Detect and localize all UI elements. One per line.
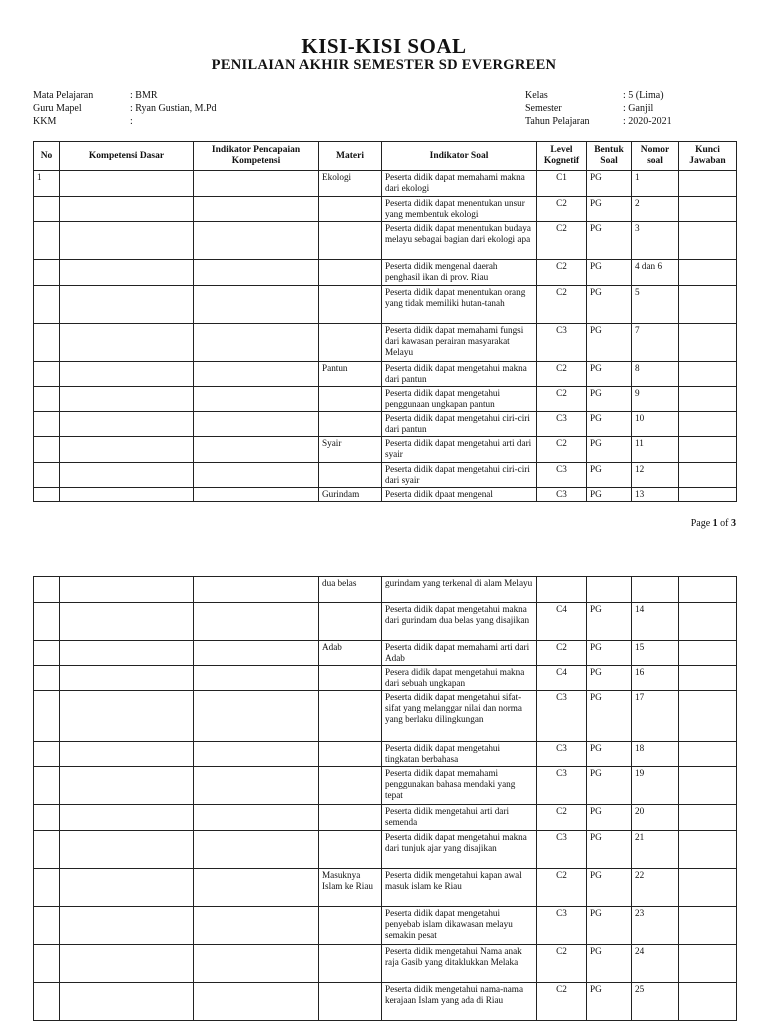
cell-kompetensi-dasar: [60, 222, 194, 260]
cell-no: [34, 983, 60, 1021]
cell-no: [34, 831, 60, 869]
cell-indikator-soal: Pesera didik dapat mengetahui makna dari sebuah ungkapan: [382, 666, 537, 691]
cell-indikator-soal: Peserta didik dapat mengetahui penyebab islam dikawasan melayu semakin pesat: [382, 907, 537, 945]
page-of: of: [720, 518, 729, 529]
cell-indikator-soal: Peserta didik dapat mengetahui sifat-sifat yang melanggar nilai dan norma yang berlaku dilingkungan: [382, 691, 537, 742]
cell-no: [34, 412, 60, 437]
cell-no: 1: [34, 171, 60, 197]
table-row: [34, 742, 737, 767]
cell-indikator-soal: Peserta didik dapat mengetahui makna dari tunjuk ajar yang disajikan: [382, 831, 537, 869]
cell-nomor-soal: 23: [632, 907, 679, 945]
cell-kunci-jawaban: [679, 222, 737, 260]
cell-level-kognetif: C1: [537, 171, 587, 197]
cell-no: [34, 286, 60, 324]
cell-indikator-pencapaian: [194, 767, 319, 805]
cell-bentuk-soal: PG: [587, 805, 632, 831]
cell-level-kognetif: C3: [537, 463, 587, 488]
cell-level-kognetif: C2: [537, 945, 587, 983]
cell-materi: [319, 983, 382, 1021]
cell-no: [34, 260, 60, 286]
table-row: [34, 945, 737, 983]
cell-indikator-pencapaian: [194, 983, 319, 1021]
cell-level-kognetif: C3: [537, 831, 587, 869]
cell-kunci-jawaban: [679, 945, 737, 983]
cell-level-kognetif: C3: [537, 767, 587, 805]
cell-materi: [319, 691, 382, 742]
table-row: [34, 831, 737, 869]
document-title: KISI-KISI SOAL: [301, 34, 467, 58]
cell-indikator-pencapaian: [194, 387, 319, 412]
info-label: Guru Mapel: [33, 103, 82, 114]
cell-nomor-soal: [632, 577, 679, 603]
cell-bentuk-soal: PG: [587, 260, 632, 286]
cell-materi: [319, 222, 382, 260]
cell-indikator-soal: Peserta didik dapat mengetahui arti dari syair: [382, 437, 537, 463]
table-row: [34, 869, 737, 907]
cell-indikator-pencapaian: [194, 831, 319, 869]
cell-indikator-soal: Peserta didik dpaat mengenal: [382, 488, 537, 502]
cell-materi: [319, 197, 382, 222]
cell-nomor-soal: 17: [632, 691, 679, 742]
cell-materi: [319, 945, 382, 983]
cell-no: [34, 324, 60, 362]
cell-level-kognetif: C2: [537, 387, 587, 412]
kisi-kisi-table-page-1: [33, 141, 737, 502]
cell-kompetensi-dasar: [60, 171, 194, 197]
cell-materi: Masuknya Islam ke Riau: [319, 869, 382, 907]
cell-bentuk-soal: PG: [587, 463, 632, 488]
cell-level-kognetif: C2: [537, 869, 587, 907]
cell-materi: dua belas: [319, 577, 382, 603]
cell-indikator-soal: Peserta didik dapat mengetahui tingkatan berbahasa: [382, 742, 537, 767]
cell-kunci-jawaban: [679, 603, 737, 641]
header-indikator-pencapaian: Indikator Pencapaian Kompetensi: [194, 142, 319, 171]
cell-no: [34, 437, 60, 463]
cell-bentuk-soal: PG: [587, 691, 632, 742]
header-level-kognetif: Level Kognetif: [537, 142, 587, 171]
cell-kunci-jawaban: [679, 691, 737, 742]
cell-no: [34, 666, 60, 691]
cell-indikator-soal: Peserta didik dapat mengetahui ciri-ciri dari pantun: [382, 412, 537, 437]
cell-nomor-soal: 9: [632, 387, 679, 412]
cell-level-kognetif: [537, 577, 587, 603]
cell-nomor-soal: 15: [632, 641, 679, 666]
cell-kompetensi-dasar: [60, 286, 194, 324]
table-row: [34, 286, 737, 324]
info-row-semester: [525, 102, 672, 115]
cell-no: [34, 805, 60, 831]
info-row-mata-pelajaran: [33, 89, 217, 102]
cell-no: [34, 945, 60, 983]
cell-nomor-soal: 25: [632, 983, 679, 1021]
cell-level-kognetif: C4: [537, 603, 587, 641]
cell-indikator-pencapaian: [194, 641, 319, 666]
cell-level-kognetif: C3: [537, 488, 587, 502]
cell-materi: [319, 831, 382, 869]
cell-no: [34, 463, 60, 488]
cell-materi: [319, 603, 382, 641]
info-value: : BMR: [130, 90, 158, 101]
cell-materi: Adab: [319, 641, 382, 666]
cell-no: [34, 387, 60, 412]
cell-indikator-pencapaian: [194, 463, 319, 488]
cell-materi: [319, 742, 382, 767]
cell-kunci-jawaban: [679, 983, 737, 1021]
cell-level-kognetif: C3: [537, 412, 587, 437]
info-row-kkm: [33, 115, 217, 128]
cell-bentuk-soal: PG: [587, 362, 632, 387]
cell-bentuk-soal: PG: [587, 983, 632, 1021]
page-label: Page: [690, 518, 711, 529]
table-row: [34, 463, 737, 488]
cell-materi: Syair: [319, 437, 382, 463]
cell-level-kognetif: C2: [537, 286, 587, 324]
page-current: 1: [712, 518, 718, 529]
cell-nomor-soal: 10: [632, 412, 679, 437]
cell-materi: [319, 805, 382, 831]
cell-nomor-soal: 12: [632, 463, 679, 488]
cell-kompetensi-dasar: [60, 197, 194, 222]
cell-materi: [319, 387, 382, 412]
cell-kunci-jawaban: [679, 324, 737, 362]
cell-nomor-soal: 7: [632, 324, 679, 362]
cell-kunci-jawaban: [679, 387, 737, 412]
cell-bentuk-soal: PG: [587, 324, 632, 362]
cell-level-kognetif: C2: [537, 437, 587, 463]
cell-materi: [319, 907, 382, 945]
table-row: [34, 197, 737, 222]
cell-level-kognetif: C2: [537, 197, 587, 222]
header-kompetensi-dasar: Kompetensi Dasar: [60, 142, 194, 171]
cell-bentuk-soal: PG: [587, 488, 632, 502]
cell-bentuk-soal: PG: [587, 603, 632, 641]
info-row-tahun-pelajaran: [525, 115, 672, 128]
table-row: [34, 260, 737, 286]
cell-nomor-soal: 24: [632, 945, 679, 983]
table-row: [34, 666, 737, 691]
cell-kunci-jawaban: [679, 577, 737, 603]
cell-indikator-pencapaian: [194, 362, 319, 387]
cell-kunci-jawaban: [679, 437, 737, 463]
cell-level-kognetif: C2: [537, 260, 587, 286]
cell-indikator-soal: Peserta didik dapat mengetahui makna dari pantun: [382, 362, 537, 387]
cell-indikator-soal: Peserta didik dapat mengetahui ciri-ciri dari syair: [382, 463, 537, 488]
cell-indikator-pencapaian: [194, 222, 319, 260]
cell-kompetensi-dasar: [60, 666, 194, 691]
cell-no: [34, 577, 60, 603]
header-bentuk-soal: Bentuk Soal: [587, 142, 632, 171]
cell-nomor-soal: 14: [632, 603, 679, 641]
cell-nomor-soal: 11: [632, 437, 679, 463]
cell-level-kognetif: C3: [537, 907, 587, 945]
cell-kunci-jawaban: [679, 362, 737, 387]
cell-no: [34, 691, 60, 742]
cell-indikator-soal: Peserta didik dapat mengetahui makna dari gurindam dua belas yang disajikan: [382, 603, 537, 641]
table-row: [34, 641, 737, 666]
cell-nomor-soal: 1: [632, 171, 679, 197]
info-label: Mata Pelajaran: [33, 90, 94, 101]
cell-materi: [319, 666, 382, 691]
cell-kompetensi-dasar: [60, 805, 194, 831]
cell-indikator-soal: gurindam yang terkenal di alam Melayu: [382, 577, 537, 603]
cell-level-kognetif: C2: [537, 222, 587, 260]
cell-kompetensi-dasar: [60, 983, 194, 1021]
cell-kunci-jawaban: [679, 742, 737, 767]
table-row: [34, 603, 737, 641]
cell-nomor-soal: 2: [632, 197, 679, 222]
info-right-block: [525, 89, 672, 128]
cell-bentuk-soal: PG: [587, 831, 632, 869]
cell-bentuk-soal: PG: [587, 945, 632, 983]
cell-bentuk-soal: PG: [587, 666, 632, 691]
cell-no: [34, 222, 60, 260]
cell-kunci-jawaban: [679, 463, 737, 488]
cell-kunci-jawaban: [679, 666, 737, 691]
cell-bentuk-soal: PG: [587, 197, 632, 222]
cell-level-kognetif: C3: [537, 324, 587, 362]
cell-kompetensi-dasar: [60, 907, 194, 945]
cell-no: [34, 742, 60, 767]
cell-indikator-soal: Peserta didik dapat memahami makna dari ekologi: [382, 171, 537, 197]
cell-indikator-pencapaian: [194, 742, 319, 767]
cell-indikator-pencapaian: [194, 603, 319, 641]
info-label: Semester: [525, 103, 562, 114]
cell-indikator-pencapaian: [194, 286, 319, 324]
cell-level-kognetif: C4: [537, 666, 587, 691]
table-row: [34, 577, 737, 603]
cell-indikator-pencapaian: [194, 666, 319, 691]
cell-materi: Pantun: [319, 362, 382, 387]
cell-bentuk-soal: PG: [587, 412, 632, 437]
table-body-page-2: [34, 577, 737, 1021]
cell-materi: [319, 286, 382, 324]
info-value: : 2020-2021: [623, 116, 672, 127]
cell-indikator-soal: Peserta didik dapat memahami arti dari Adab: [382, 641, 537, 666]
cell-kunci-jawaban: [679, 197, 737, 222]
cell-nomor-soal: 13: [632, 488, 679, 502]
cell-kunci-jawaban: [679, 412, 737, 437]
cell-bentuk-soal: PG: [587, 869, 632, 907]
page-total: 3: [731, 518, 736, 529]
info-value: : Ryan Gustian, M.Pd: [130, 103, 217, 114]
cell-kompetensi-dasar: [60, 387, 194, 412]
cell-indikator-pencapaian: [194, 171, 319, 197]
cell-indikator-soal: Peserta didik dapat memahami fungsi dari kawasan perairan masyarakat Melayu: [382, 324, 537, 362]
cell-bentuk-soal: PG: [587, 437, 632, 463]
table-row: [34, 488, 737, 502]
cell-nomor-soal: 20: [632, 805, 679, 831]
cell-materi: [319, 412, 382, 437]
cell-bentuk-soal: PG: [587, 387, 632, 412]
cell-bentuk-soal: [587, 577, 632, 603]
cell-nomor-soal: 19: [632, 767, 679, 805]
table-row: [34, 222, 737, 260]
cell-level-kognetif: C2: [537, 983, 587, 1021]
table-body-page-1: [34, 171, 737, 502]
page-number: [691, 518, 736, 529]
cell-no: [34, 197, 60, 222]
cell-kompetensi-dasar: [60, 260, 194, 286]
cell-kompetensi-dasar: [60, 691, 194, 742]
cell-kompetensi-dasar: [60, 437, 194, 463]
cell-kompetensi-dasar: [60, 488, 194, 502]
cell-no: [34, 641, 60, 666]
header-indikator-soal: Indikator Soal: [382, 142, 537, 171]
cell-indikator-soal: Peserta didik mengenal daerah penghasil ikan di prov. Riau: [382, 260, 537, 286]
cell-kunci-jawaban: [679, 260, 737, 286]
cell-no: [34, 362, 60, 387]
cell-no: [34, 869, 60, 907]
cell-nomor-soal: 22: [632, 869, 679, 907]
cell-kunci-jawaban: [679, 641, 737, 666]
cell-level-kognetif: C2: [537, 641, 587, 666]
cell-level-kognetif: C3: [537, 691, 587, 742]
cell-indikator-soal: Peserta didik dapat menentukan budaya melayu sebagai bagian dari ekologi apa: [382, 222, 537, 260]
table-row: [34, 767, 737, 805]
header-no: No: [34, 142, 60, 171]
header-nomor-soal: Nomor soal: [632, 142, 679, 171]
info-label: Kelas: [525, 90, 548, 101]
header-materi: Materi: [319, 142, 382, 171]
cell-kompetensi-dasar: [60, 362, 194, 387]
cell-indikator-pencapaian: [194, 907, 319, 945]
cell-kunci-jawaban: [679, 869, 737, 907]
cell-kunci-jawaban: [679, 286, 737, 324]
cell-kompetensi-dasar: [60, 603, 194, 641]
cell-indikator-pencapaian: [194, 945, 319, 983]
cell-level-kognetif: C2: [537, 362, 587, 387]
cell-materi: [319, 767, 382, 805]
cell-no: [34, 767, 60, 805]
cell-kompetensi-dasar: [60, 742, 194, 767]
table-row: [34, 983, 737, 1021]
cell-nomor-soal: 16: [632, 666, 679, 691]
cell-level-kognetif: C2: [537, 805, 587, 831]
info-value: :: [130, 116, 133, 127]
cell-indikator-pencapaian: [194, 805, 319, 831]
table-row: [34, 412, 737, 437]
cell-indikator-soal: Peserta didik dapat menentukan unsur yang membentuk ekologi: [382, 197, 537, 222]
cell-materi: [319, 463, 382, 488]
cell-kompetensi-dasar: [60, 324, 194, 362]
table-row: [34, 171, 737, 197]
cell-indikator-soal: Peserta didik mengetahui nama-nama kerajaan Islam yang ada di Riau: [382, 983, 537, 1021]
table-row: [34, 691, 737, 742]
cell-kompetensi-dasar: [60, 641, 194, 666]
cell-nomor-soal: 5: [632, 286, 679, 324]
cell-bentuk-soal: PG: [587, 641, 632, 666]
cell-indikator-soal: Peserta didik mengetahui Nama anak raja Gasib yang ditaklukkan Melaka: [382, 945, 537, 983]
cell-indikator-soal: Peserta didik mengetahui arti dari semenda: [382, 805, 537, 831]
info-left-block: [33, 89, 217, 128]
cell-kunci-jawaban: [679, 171, 737, 197]
cell-indikator-soal: Peserta didik dapat menentukan orang yang tidak memiliki hutan-tanah: [382, 286, 537, 324]
cell-kunci-jawaban: [679, 907, 737, 945]
cell-bentuk-soal: PG: [587, 907, 632, 945]
cell-materi: Gurindam: [319, 488, 382, 502]
info-row-guru-mapel: [33, 102, 217, 115]
table-row: [34, 387, 737, 412]
cell-kompetensi-dasar: [60, 767, 194, 805]
info-value: : 5 (Lima): [623, 90, 664, 101]
info-label: Tahun Pelajaran: [525, 116, 590, 127]
cell-no: [34, 488, 60, 502]
cell-indikator-pencapaian: [194, 197, 319, 222]
cell-indikator-pencapaian: [194, 691, 319, 742]
table-row: [34, 437, 737, 463]
table-row: [34, 907, 737, 945]
table-row: [34, 362, 737, 387]
info-row-kelas: [525, 89, 672, 102]
cell-indikator-pencapaian: [194, 324, 319, 362]
cell-kunci-jawaban: [679, 805, 737, 831]
cell-indikator-pencapaian: [194, 869, 319, 907]
info-label: KKM: [33, 116, 57, 127]
header-kunci-jawaban: Kunci Jawaban: [679, 142, 737, 171]
cell-nomor-soal: 3: [632, 222, 679, 260]
cell-indikator-pencapaian: [194, 488, 319, 502]
cell-nomor-soal: 18: [632, 742, 679, 767]
cell-kompetensi-dasar: [60, 412, 194, 437]
cell-indikator-pencapaian: [194, 437, 319, 463]
cell-nomor-soal: 4 dan 6: [632, 260, 679, 286]
cell-materi: Ekologi: [319, 171, 382, 197]
cell-kompetensi-dasar: [60, 831, 194, 869]
cell-kunci-jawaban: [679, 831, 737, 869]
cell-kunci-jawaban: [679, 767, 737, 805]
table-header-row: [34, 142, 737, 171]
kisi-kisi-table-page-2: [33, 576, 737, 1021]
cell-indikator-soal: Peserta didik mengetahui kapan awal masuk islam ke Riau: [382, 869, 537, 907]
cell-nomor-soal: 8: [632, 362, 679, 387]
table-row: [34, 805, 737, 831]
cell-nomor-soal: 21: [632, 831, 679, 869]
cell-bentuk-soal: PG: [587, 742, 632, 767]
cell-indikator-pencapaian: [194, 260, 319, 286]
info-value: : Ganjil: [623, 103, 654, 114]
cell-indikator-soal: Peserta didik dapat mengetahui penggunaan ungkapan pantun: [382, 387, 537, 412]
cell-kunci-jawaban: [679, 488, 737, 502]
cell-level-kognetif: C3: [537, 742, 587, 767]
cell-bentuk-soal: PG: [587, 222, 632, 260]
cell-kompetensi-dasar: [60, 869, 194, 907]
cell-bentuk-soal: PG: [587, 767, 632, 805]
cell-kompetensi-dasar: [60, 463, 194, 488]
cell-indikator-pencapaian: [194, 412, 319, 437]
document-subtitle: PENILAIAN AKHIR SEMESTER SD EVERGREEN: [211, 57, 557, 73]
cell-materi: [319, 324, 382, 362]
cell-kompetensi-dasar: [60, 945, 194, 983]
cell-no: [34, 603, 60, 641]
cell-bentuk-soal: PG: [587, 171, 632, 197]
cell-indikator-soal: Peserta didik dapat memahami penggunakan bahasa mendaki yang tepat: [382, 767, 537, 805]
cell-kompetensi-dasar: [60, 577, 194, 603]
cell-bentuk-soal: PG: [587, 286, 632, 324]
cell-indikator-pencapaian: [194, 577, 319, 603]
cell-no: [34, 907, 60, 945]
cell-materi: [319, 260, 382, 286]
table-row: [34, 324, 737, 362]
